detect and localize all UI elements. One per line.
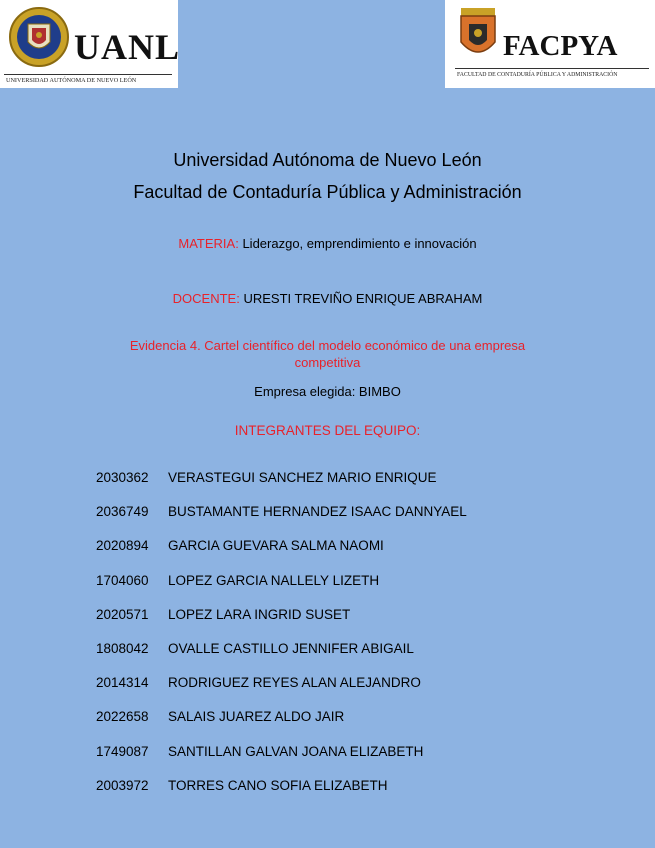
member-id: 2020894 [96, 538, 149, 554]
list-item [96, 709, 467, 743]
list-item [96, 470, 467, 504]
member-id: 2003972 [96, 777, 149, 793]
docente-label: DOCENTE: [172, 291, 240, 306]
member-name: OVALLE CASTILLO JENNIFER ABIGAIL [168, 640, 414, 656]
member-name: RODRIGUEZ REYES ALAN ALEJANDRO [168, 675, 421, 691]
uanl-shield-icon [8, 4, 70, 74]
member-id: 2036749 [96, 504, 149, 520]
uanl-subtitle: UNIVERSIDAD AUTÓNOMA DE NUEVO LEÓN [6, 77, 137, 84]
member-id: 1808042 [96, 640, 149, 656]
member-id: 2020571 [96, 606, 149, 622]
docente-line [0, 291, 655, 306]
list-item [96, 675, 467, 709]
faculty-name: Facultad de Contaduría Pública y Administración [133, 182, 522, 202]
member-name: LOPEZ GARCIA NALLELY LIZETH [168, 572, 380, 588]
materia-value: Liderazgo, emprendimiento e innovación [242, 236, 477, 251]
uanl-logo [0, 0, 181, 88]
facpya-subtitle: FACULTAD DE CONTADURÍA PÚBLICA Y ADMINISTRACIÓN [457, 72, 618, 78]
list-item [96, 641, 467, 675]
member-name: LOPEZ LARA INGRID SUSET [168, 606, 351, 622]
member-name: SANTILLAN GALVAN JOANA ELIZABETH [168, 743, 424, 759]
materia-label: MATERIA: [178, 236, 239, 251]
member-id: 2022658 [96, 709, 149, 725]
evidencia-title-line2: competitiva [294, 355, 361, 370]
list-item [96, 504, 467, 538]
member-id: 1749087 [96, 743, 149, 759]
facpya-wordmark: FACPYA [503, 30, 618, 62]
integrantes-heading: INTEGRANTES DEL EQUIPO: [234, 423, 421, 438]
list-item [96, 573, 467, 607]
member-id: 2014314 [96, 675, 149, 691]
materia-line [0, 236, 655, 251]
member-name: TORRES CANO SOFIA ELIZABETH [168, 777, 388, 793]
member-name: SALAIS JUAREZ ALDO JAIR [168, 709, 345, 725]
member-name: VERASTEGUI SANCHEZ MARIO ENRIQUE [168, 470, 437, 485]
evidencia-title-line1: Evidencia 4. Cartel científico del modelo económico de una empresa [129, 338, 526, 353]
list-item [96, 538, 467, 572]
member-name: GARCIA GUEVARA SALMA NAOMI [168, 538, 384, 554]
empresa-elegida: Empresa elegida: BIMBO [254, 384, 401, 399]
uanl-wordmark: UANL [74, 27, 181, 67]
facpya-logo [445, 0, 655, 88]
docente-value: URESTI TREVIÑO ENRIQUE ABRAHAM [243, 291, 483, 306]
university-name: Universidad Autónoma de Nuevo León [173, 150, 482, 170]
members-list [96, 470, 467, 812]
list-item [96, 778, 467, 812]
member-name: BUSTAMANTE HERNANDEZ ISAAC DANNYAEL [168, 504, 467, 520]
member-id: 1704060 [96, 572, 149, 588]
list-item [96, 744, 467, 778]
member-id: 2030362 [96, 470, 149, 485]
list-item [96, 607, 467, 641]
facpya-shield-icon [457, 6, 499, 64]
